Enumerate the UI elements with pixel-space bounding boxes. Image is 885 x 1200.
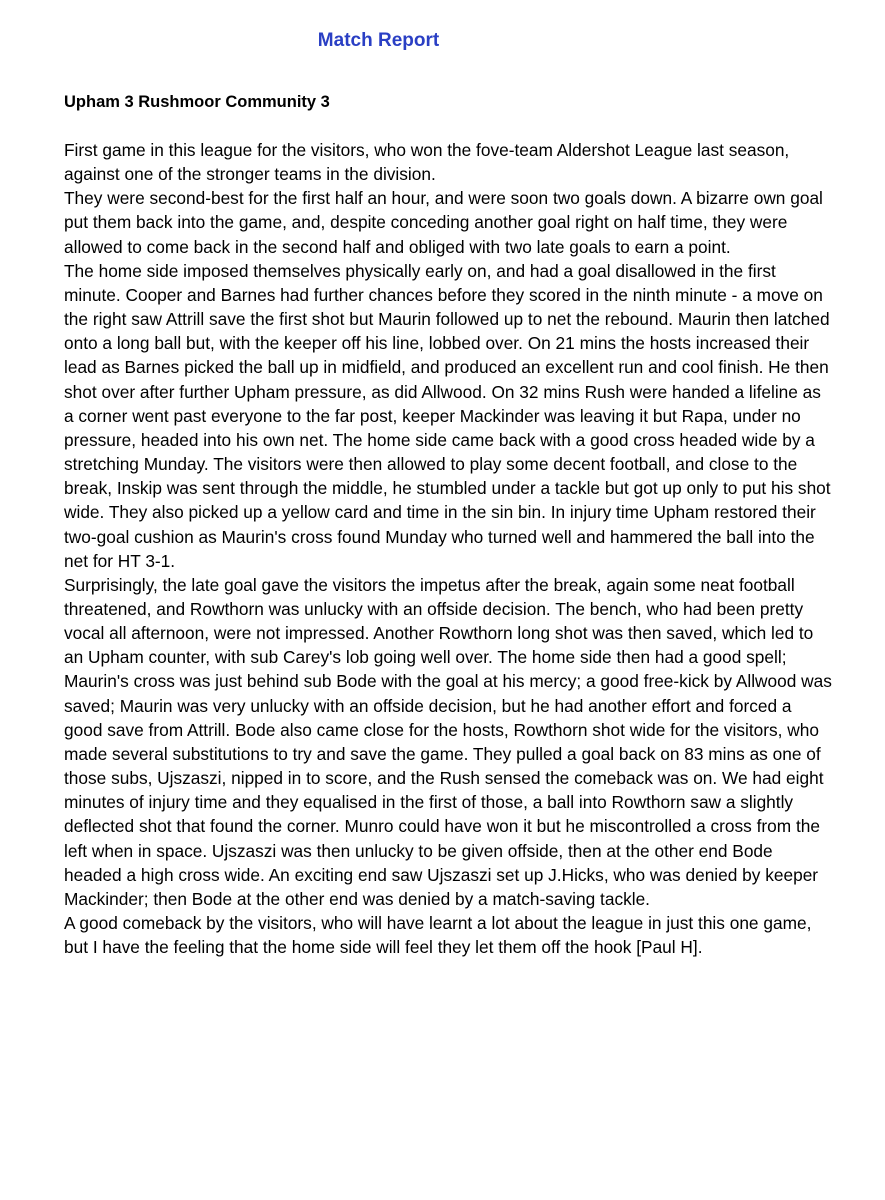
paragraph-second-half: Surprisingly, the late goal gave the visitors the impetus after the break, again some neat football threatened, and Rowthorn was unlucky with an offside decision. The bench, who had been pretty vocal all afternoon, were not impressed. Another Rowthorn long shot was then saved, which led to an Upham counter, with sub Carey's lob going well over. The home side then had a good spell; Maurin's cross was just behind sub Bode with the goal at his mercy; a good free-kick by Allwood was saved; Maurin was very unlucky with an offside decision, but he had another effort and forced a good save from Attrill. Bode also came close for the hosts, Rowthorn shot wide for the visitors, who made several substitutions to try and save the game. They pulled a goal back on 83 mins as one of those subs, Ujszaszi, nipped in to score, and the Rush sensed the comeback was on. We had eight minutes of injury time and they equalised in the first of those, a ball into Rowthorn saw a slightly deflected shot that found the corner. Munro could have won it but he miscontrolled a cross from the left when in space. Ujszaszi was then unlucky to be given offside, then at the other end Bode headed a high cross wide. An exciting end saw Ujszaszi set up J.Hicks, who was denied by keeper Mackinder; then Bode at the other end was denied by a match-saving tackle. (64, 574, 832, 909)
paragraph-summary: They were second-best for the first half an hour, and were soon two goals down. A bizarre own goal put them back into the game, and, despite conceding another goal right on half time, they were allowed to come back in the second half and obliged with two late goals to earn a point. (64, 188, 823, 257)
paragraph-first-half: The home side imposed themselves physically early on, and had a goal disallowed in the first minute. Cooper and Barnes had further chances before they scored in the ninth minute - a move on the right saw Attrill save the first shot but Maurin followed up to net the rebound. Maurin then latched onto a long ball but, with the keeper off his line, lobbed over. On 21 mins the hosts increased their lead as Barnes picked the ball up in midfield, and produced an excellent run and cool finish. He then shot over after further Upham pressure, as did Allwood. On 32 mins Rush were handed a lifeline as a corner went past everyone to the far post, keeper Mackinder was leaving it but Rapa, under no pressure, headed into his own net. The home side came back with a good cross headed wide by a stretching Munday. The visitors were then allowed to play some decent football, and close to the break, Inskip was sent through the middle, he stumbled under a tackle but got up only to put his shot wide. They also picked up a yellow card and time in the sin bin. In injury time Upham restored their two-goal cushion as Maurin's cross found Munday who turned well and hammered the ball into the net for HT 3-1. (64, 260, 831, 571)
paragraph-conclusion: A good comeback by the visitors, who will have learnt a lot about the league in just this one game, but I have the feeling that the home side will feel they let them off the hook [Paul H]. (64, 913, 812, 958)
match-result-heading: Upham 3 Rushmoor Community 3 (64, 93, 330, 111)
report-body (64, 138, 834, 959)
paragraph-intro: First game in this league for the visitors, who won the fove-team Aldershot League last season, against one of the stronger teams in the division. (64, 140, 790, 185)
report-title: Match Report (317, 30, 440, 51)
